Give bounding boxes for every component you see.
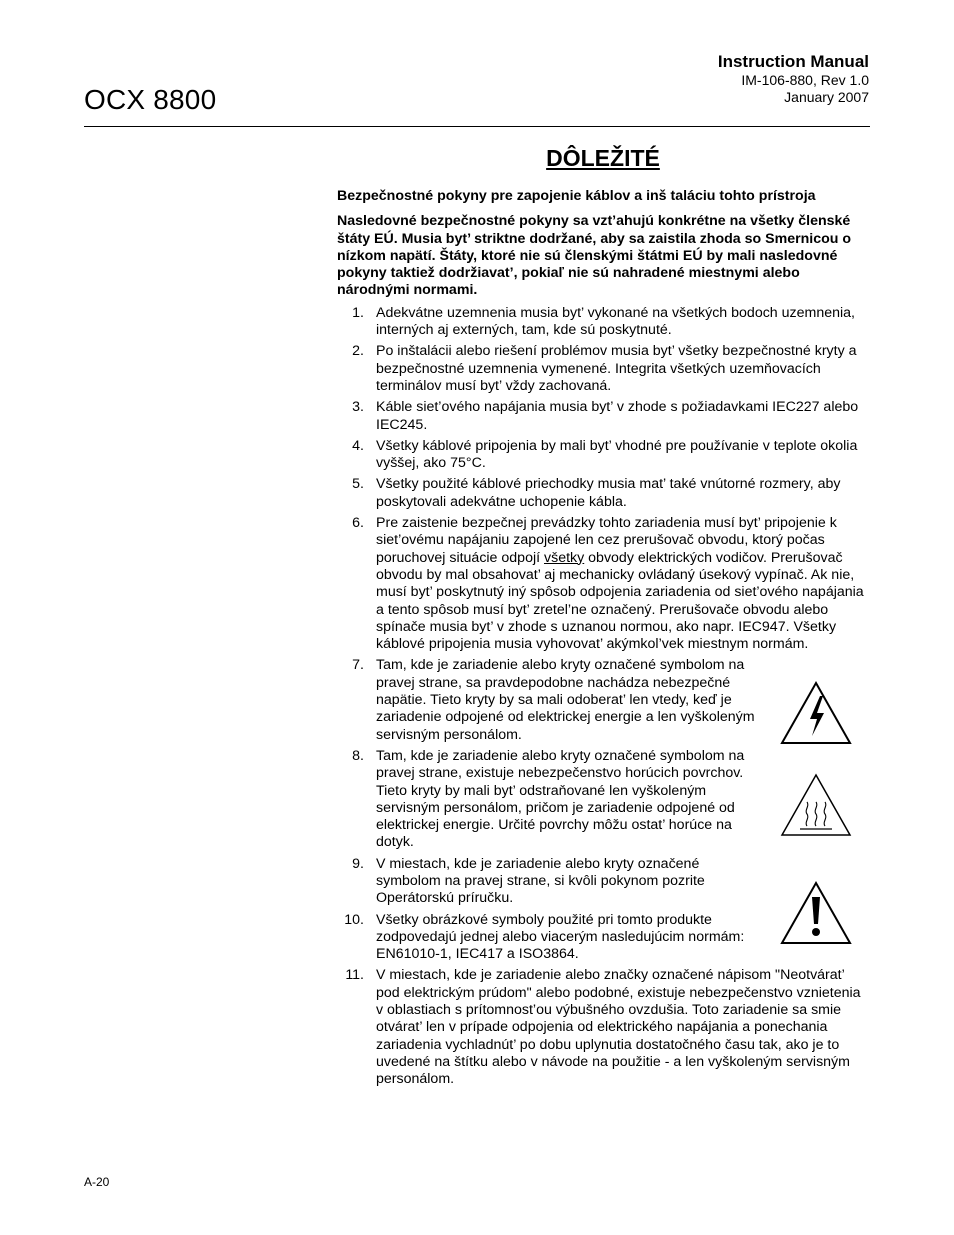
item-number: 5. — [352, 476, 364, 493]
product-name: OCX 8800 — [84, 84, 217, 115]
item-number: 7. — [352, 657, 364, 674]
underlined-word: všetky — [544, 549, 585, 566]
document-info — [718, 52, 869, 106]
item-text: V miestach, kde je zariadenie alebo kryty označené symbolom na pravej strane, si kvôli pokynom pozrite Operátorskú príručku. — [376, 855, 705, 907]
electric-shock-warning-icon — [780, 680, 852, 746]
item-number: 6. — [352, 515, 364, 532]
item-text — [376, 515, 864, 652]
page-number: A-20 — [84, 1175, 110, 1189]
item-number: 10. — [344, 911, 364, 928]
item-text: V miestach, kde je zariadenie alebo značky označené nápisom "Neotvárat’ pod elektrickým prúdom" alebo podobné, existuje nebezpečenstvo vznietenia v oblastiach s prítomnost’ou výbušného ovzdušia. Toto zariadenie sa smie otvárat’ len v prípade odpojenia od elektrického napájania a ponechania zariadenia vychladnút’ po dobu uplynutia dostatočného času tak, ako je to uvedené na štítku alebo v návode na použitie - a len vyškoleným servisným personálom. — [376, 967, 861, 1088]
list-item — [337, 305, 870, 340]
list-item — [337, 476, 870, 511]
manual-title: Instruction Manual — [717, 52, 869, 71]
list-item — [337, 399, 870, 434]
item-number: 9. — [352, 855, 364, 872]
item-number: 3. — [352, 399, 364, 416]
list-item — [337, 967, 870, 1088]
section-heading: DÔLEŽITÉ — [546, 145, 660, 171]
item-text-part: Pre zaistenie bezpečnej prevádzky tohto zariadenia musí byt’ pripojenie k siet’ovému napájaniu zapojené len cez prerušovač obvodu, ktorý počas poruchovej situácie odpojí — [376, 515, 837, 566]
item-number: 11. — [345, 967, 364, 984]
item-text: Káble siet’ového napájania musia byt’ v zhode s požiadavkami IEC227 alebo IEC245. — [376, 399, 859, 433]
item-text: Tam, kde je zariadenie alebo kryty označené symbolom na pravej strane, sa pravdepodobne nachádza nebezpečné napätie. Tieto kryty by sa mali odoberat’ len vtedy, keď je zariadenie odpojené od elektrickej energie a len vyškoleným servisným personálom. — [376, 657, 755, 743]
list-item — [337, 438, 870, 473]
item-text-part: obvody elektrických vodičov. Prerušovač obvodu by mal obsahovat’ aj mechanicky ovládaný úsekový vypínač. Ak nie, musí byt’ poskytnutý iný spôsob odpojenia zariadenia od siet’ového napájania a tento spôsob musí byt’ zretel’ne označený. Prerušovače obvodu alebo spínače musia byt’ v zhode s uznanou normou, ako napr. IEC947. Všetky káblové pripojenia musia vyhovovat’ akýmkol’vek miestnym normám. — [376, 549, 864, 653]
list-item — [337, 343, 870, 395]
document-date: January 2007 — [784, 89, 869, 105]
document-id: IM-106-880, Rev 1.0 — [741, 72, 869, 88]
general-warning-icon — [780, 880, 852, 946]
item-text: Všetky káblové pripojenia by mali byt’ vhodné pre používanie v teplote okolia vyššej, ako 75°C. — [376, 437, 858, 472]
item-number: 8. — [352, 747, 364, 764]
item-text: Po inštalácii alebo riešení problémov musia byt’ všetky bezpečnostné kryty a bezpečnostné uzemnenia vymenené. Integrita všetkých uzemňovacích terminálov musí byt’ vždy zachovaná. — [376, 343, 857, 394]
item-text: Všetky obrázkové symboly použité pri tomto produkte zodpovedajú jednej alebo viacerým nasledujúcim normám: EN61010-1, IEC417 a ISO3864. — [376, 911, 745, 963]
list-item — [337, 515, 870, 653]
item-text: Tam, kde je zariadenie alebo kryty označené symbolom na pravej strane, existuje nebezpečenstvo horúcich povrchov. Tieto kryty by mali byt’ odstraňované len vyškoleným servisným personálom, pričom je zariadenie odpojené od elektrickej energie. Určité povrchy môžu ostat’ horúce na dotyk. — [376, 747, 745, 851]
item-number: 1. — [352, 304, 364, 321]
item-text: Všetky použité káblové priechodky musia mat’ také vnútorné rozmery, aby poskytovali adekvátne uchopenie kábla. — [376, 476, 841, 510]
item-text: Adekvátne uzemnenia musia byt’ vykonané na všetkých bodoch uzemnenia, interných aj externých, tam, kde sú poskytnuté. — [376, 304, 855, 339]
header-divider — [84, 126, 870, 127]
hot-surface-warning-icon — [780, 772, 852, 838]
item-number: 2. — [352, 343, 364, 360]
main-content — [337, 188, 870, 1093]
intro-title: Bezpečnostné pokyny pre zapojenie káblov a inš taláciu tohto prístroja — [337, 188, 816, 204]
item-number: 4. — [352, 437, 364, 454]
intro-paragraph: Nasledovné bezpečnostné pokyny sa vzt’ahujú konkrétne na všetky členské štáty EÚ. Musia byt’ striktne dodržané, aby sa zaistila zhoda so Smernicou o nízkom napätí. Štáty, ktoré nie sú členskými štátmi EÚ by mali nasledovné pokyny taktiež dodržiavat’, pokiaľ nie sú nahradené miestnymi alebo národnými normami. — [337, 213, 852, 299]
